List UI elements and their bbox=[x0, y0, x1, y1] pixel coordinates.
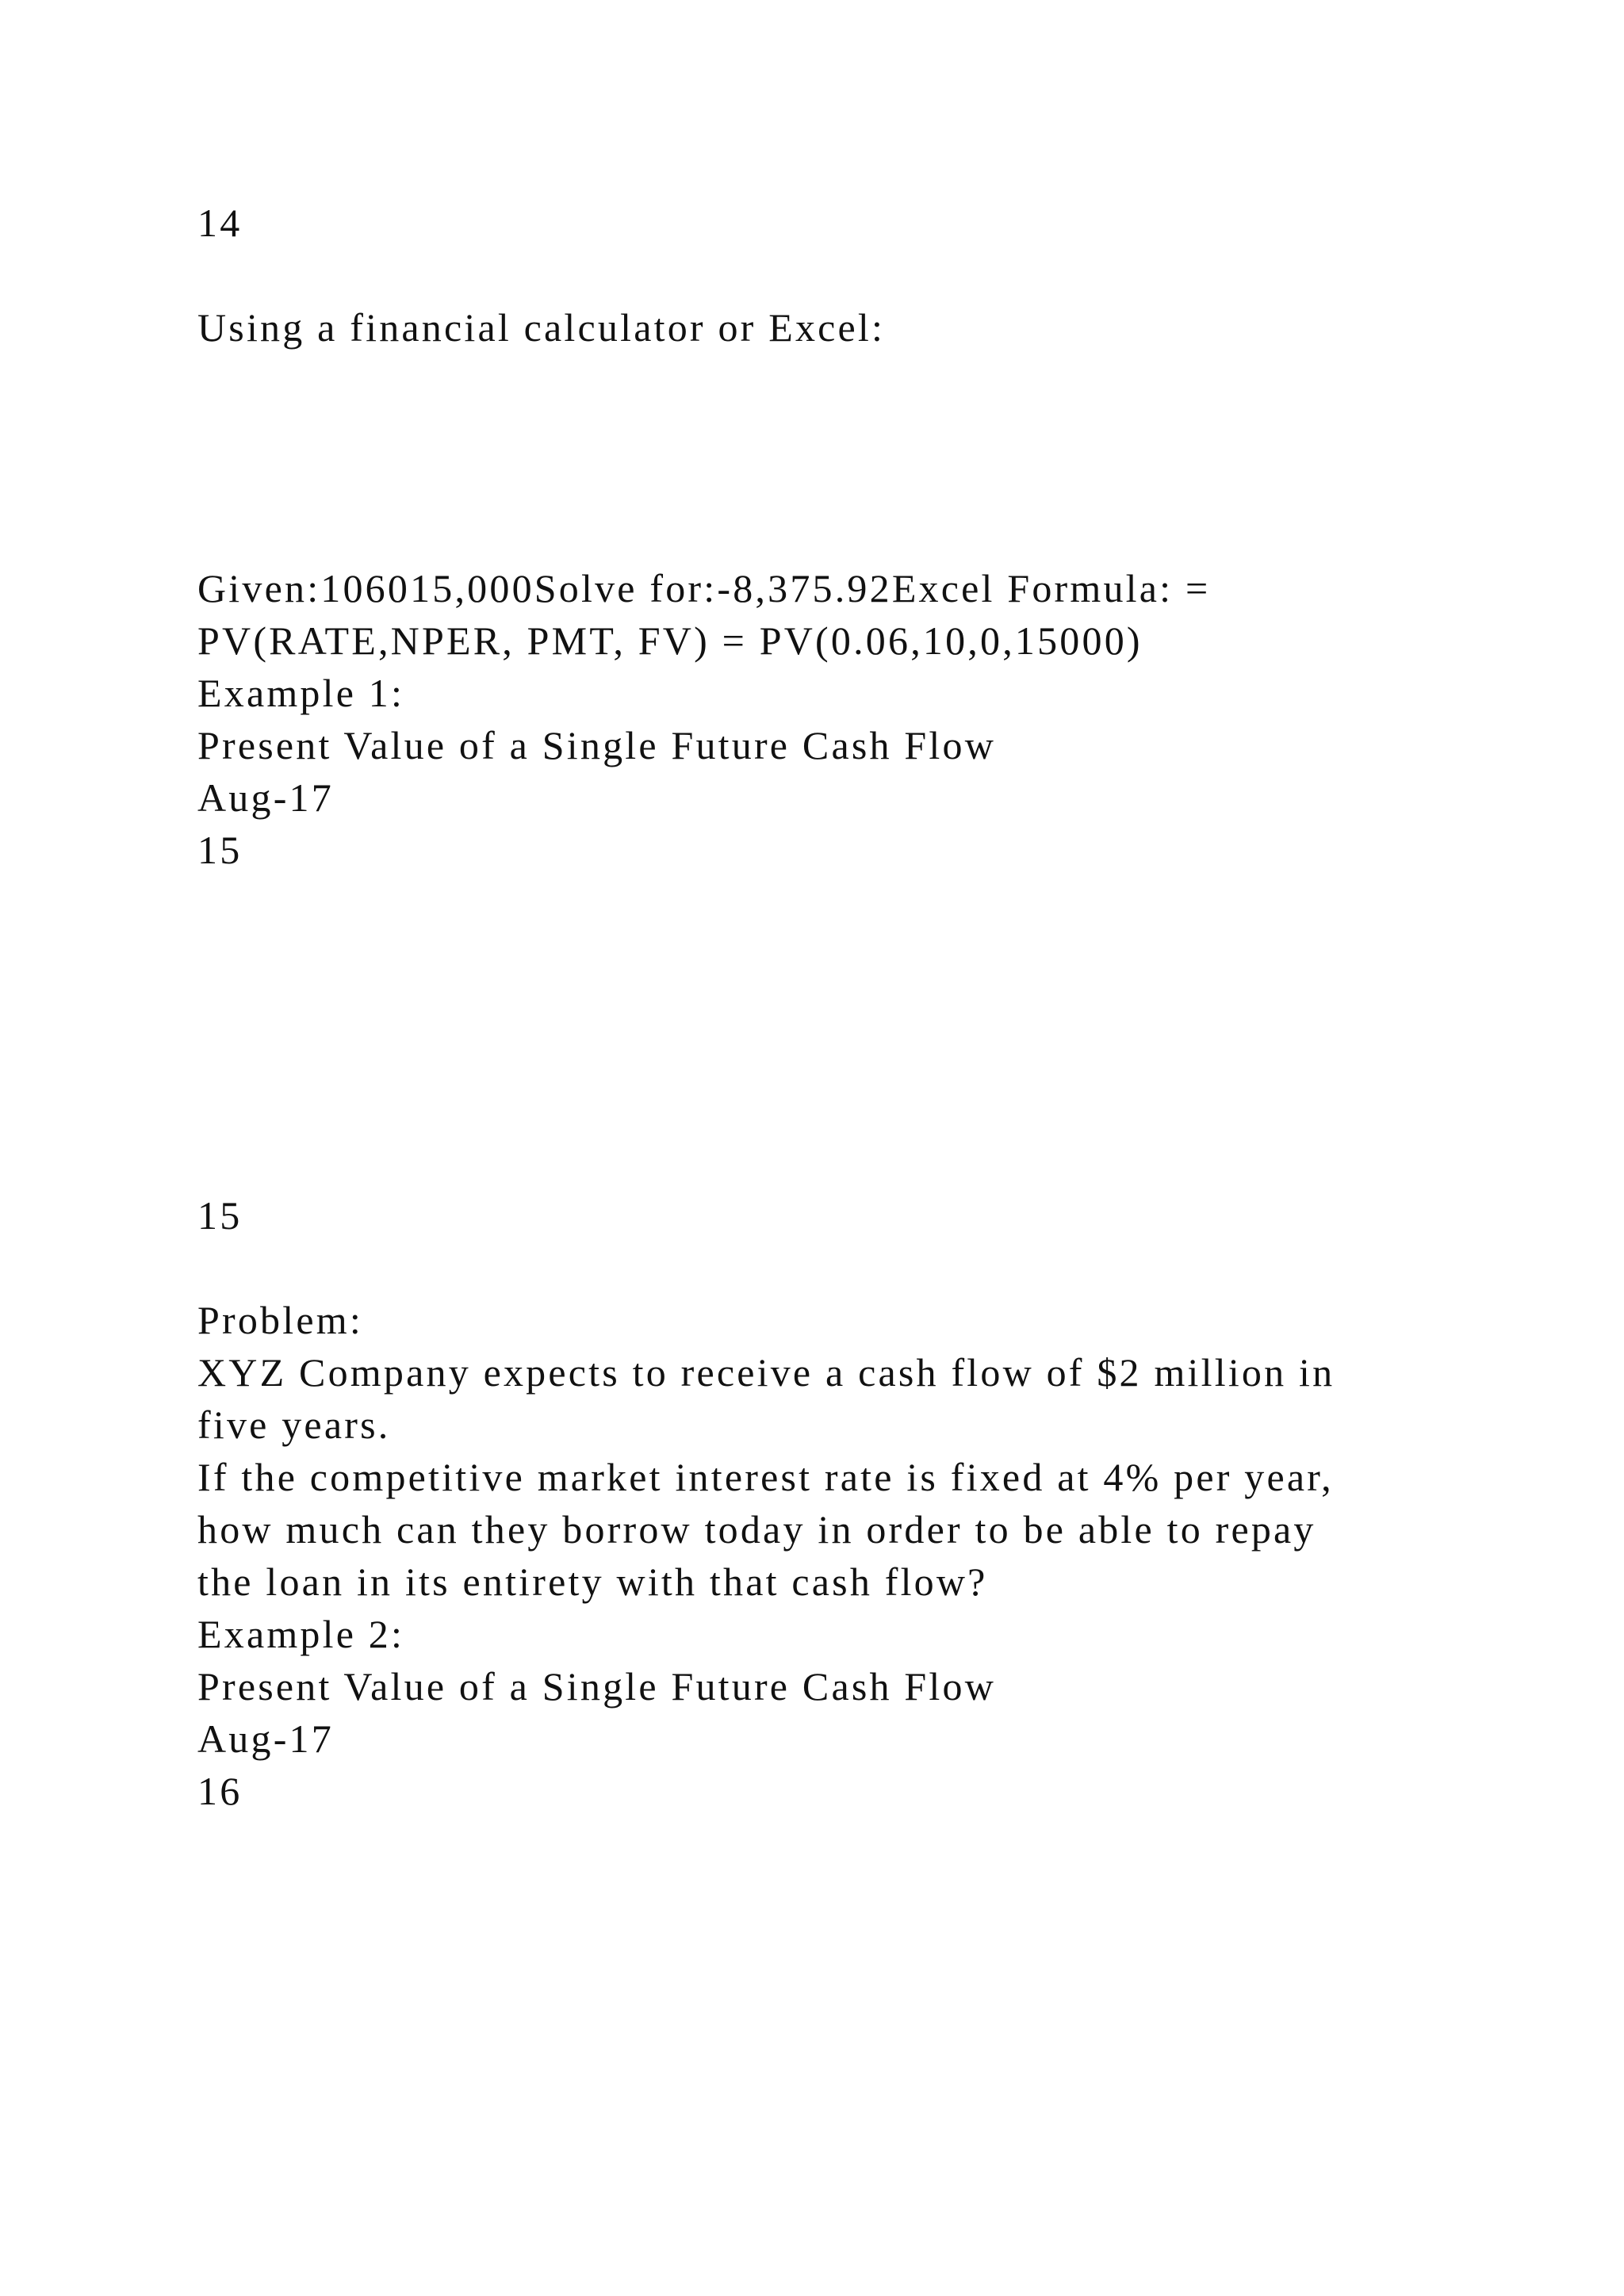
given-line-2: PV(RATE,NPER, PMT, FV) = PV(0.06,10,0,15000) bbox=[197, 618, 1143, 663]
problem-line: XYZ Company expects to receive a cash flow of $2 million in bbox=[197, 1350, 1335, 1395]
example-label: Example 1: bbox=[197, 671, 405, 715]
page-number: 15 bbox=[197, 1193, 243, 1238]
page-number: 14 bbox=[197, 201, 243, 245]
problem-line: the loan in its entirety with that cash flow? bbox=[197, 1559, 988, 1604]
slide-footer-number: 16 bbox=[197, 1769, 243, 1813]
example-label: Example 2: bbox=[197, 1612, 405, 1656]
intro-text: Using a financial calculator or Excel: bbox=[197, 305, 886, 350]
given-line-1: Given:106015,000Solve for:-8,375.92Excel Formula: = bbox=[197, 566, 1211, 610]
problem-label: Problem: bbox=[197, 1298, 363, 1342]
slide-footer-number: 15 bbox=[197, 828, 243, 872]
slide-date: Aug-17 bbox=[197, 775, 334, 820]
problem-line: how much can they borrow today in order to be able to repay bbox=[197, 1507, 1316, 1552]
problem-line: five years. bbox=[197, 1402, 391, 1447]
slide-date: Aug-17 bbox=[197, 1716, 334, 1761]
slide-title: Present Value of a Single Future Cash Flow bbox=[197, 723, 997, 767]
problem-line: If the competitive market interest rate is fixed at 4% per year, bbox=[197, 1455, 1334, 1499]
slide-title: Present Value of a Single Future Cash Flow bbox=[197, 1664, 997, 1709]
